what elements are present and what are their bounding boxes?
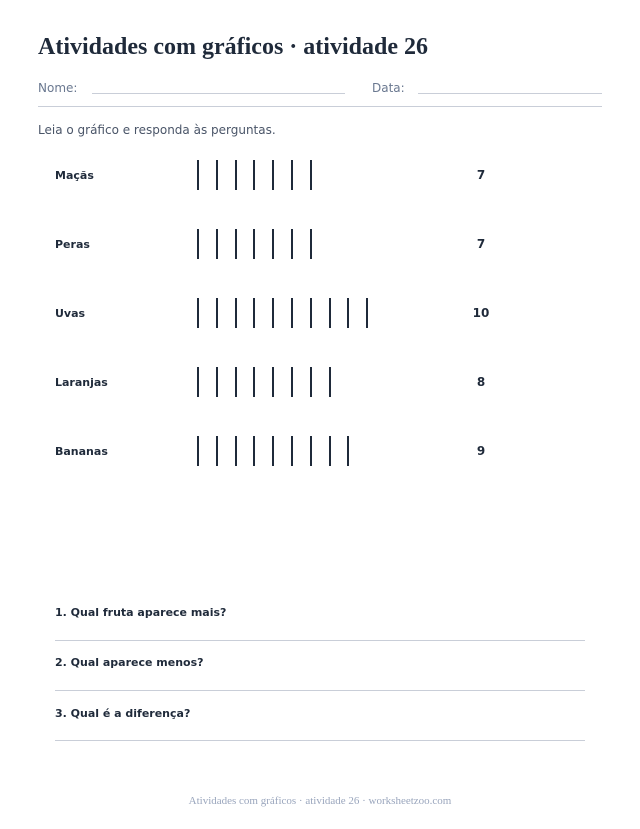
- tally-stroke: [235, 229, 237, 259]
- tally-stroke: [197, 298, 199, 328]
- tally-stroke: [272, 436, 274, 466]
- tally-stroke: [291, 229, 293, 259]
- row-label: Uvas: [55, 307, 86, 320]
- tally-stroke: [272, 367, 274, 397]
- tally-stroke: [329, 298, 331, 328]
- tally-stroke: [291, 298, 293, 328]
- name-field[interactable]: [92, 93, 345, 94]
- tally-stroke: [235, 367, 237, 397]
- tally-stroke: [235, 160, 237, 190]
- row-label: Bananas: [55, 445, 108, 458]
- tally-stroke: [366, 298, 368, 328]
- tally-stroke: [272, 298, 274, 328]
- tally-stroke: [272, 160, 274, 190]
- tally-stroke: [253, 160, 255, 190]
- tally-stroke: [310, 298, 312, 328]
- tally-row: [0, 436, 640, 468]
- tally-stroke: [216, 436, 218, 466]
- tally-stroke: [310, 229, 312, 259]
- tally-stroke: [235, 298, 237, 328]
- row-label: Laranjas: [55, 376, 108, 389]
- tally-stroke: [291, 436, 293, 466]
- question-3: 3. Qual é a diferença?: [55, 707, 191, 720]
- page-title: Atividades com gráficos · atividade 26: [38, 34, 428, 60]
- tally-stroke: [253, 367, 255, 397]
- tally-stroke: [253, 229, 255, 259]
- tally-stroke: [197, 229, 199, 259]
- row-count: 9: [476, 444, 486, 458]
- tally-row: [0, 160, 640, 192]
- tally-stroke: [291, 160, 293, 190]
- tally-stroke: [329, 436, 331, 466]
- row-count: 7: [476, 168, 486, 182]
- row-label: Maçãs: [55, 169, 94, 182]
- row-count: 8: [476, 375, 486, 389]
- tally-stroke: [310, 367, 312, 397]
- tally-row: [0, 367, 640, 399]
- tally-stroke: [197, 367, 199, 397]
- tally-stroke: [216, 367, 218, 397]
- tally-row: [0, 229, 640, 261]
- question-2: 2. Qual aparece menos?: [55, 656, 204, 669]
- tally-stroke: [216, 160, 218, 190]
- tally-stroke: [253, 436, 255, 466]
- tally-stroke: [291, 367, 293, 397]
- tally-stroke: [197, 160, 199, 190]
- tally-stroke: [197, 436, 199, 466]
- tally-stroke: [253, 298, 255, 328]
- tally-row: [0, 298, 640, 330]
- tally-stroke: [216, 298, 218, 328]
- header-divider: [38, 106, 602, 107]
- footer: Atividades com gráficos · atividade 26 · worksheetzoo.com: [188, 795, 452, 807]
- tally-stroke: [347, 298, 349, 328]
- tally-stroke: [329, 367, 331, 397]
- row-count: 10: [472, 306, 490, 320]
- tally-stroke: [310, 436, 312, 466]
- question-1: 1. Qual fruta aparece mais?: [55, 606, 227, 619]
- answer-line-1[interactable]: [55, 640, 585, 641]
- date-field[interactable]: [418, 93, 602, 94]
- date-label: Data:: [372, 81, 405, 95]
- row-count: 7: [476, 237, 486, 251]
- answer-line-3[interactable]: [55, 740, 585, 741]
- tally-stroke: [216, 229, 218, 259]
- tally-stroke: [272, 229, 274, 259]
- row-label: Peras: [55, 238, 90, 251]
- instructions: Leia o gráfico e responda às perguntas.: [38, 123, 276, 137]
- name-label: Nome:: [38, 81, 78, 95]
- answer-line-2[interactable]: [55, 690, 585, 691]
- tally-stroke: [347, 436, 349, 466]
- tally-stroke: [235, 436, 237, 466]
- tally-stroke: [310, 160, 312, 190]
